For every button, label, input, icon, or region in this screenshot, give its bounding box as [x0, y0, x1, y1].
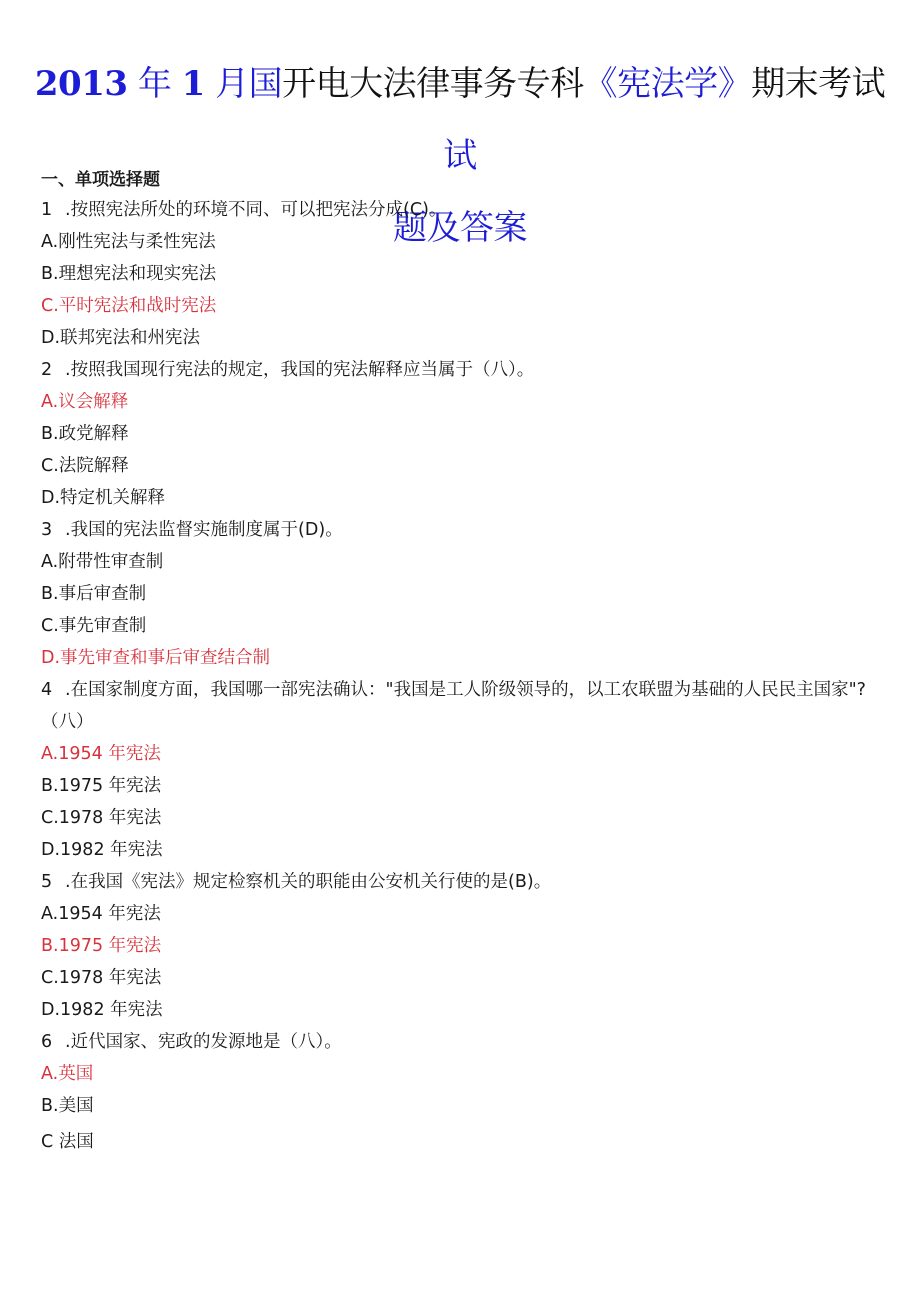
question-number: 1	[41, 200, 53, 220]
title-line-2: 题及答案	[393, 208, 527, 248]
answer-option: D.1982 年宪法	[41, 840, 163, 860]
question-list	[41, 194, 886, 1158]
question-text: .在我国《宪法》规定检察机关的职能由公安机关行使的是(B)。	[65, 872, 552, 892]
question-6	[41, 1026, 886, 1058]
answer-option: A.附带性审查制	[41, 552, 164, 572]
answer-option: D.联邦宪法和州宪法	[41, 328, 201, 348]
title-segment: 月国	[204, 64, 283, 104]
question-number: 5	[41, 872, 53, 892]
title-segment: 试	[443, 136, 477, 176]
title-segment: 1	[181, 64, 205, 104]
question-text: .按照宪法所处的环境不同、可以把宪法分成(C)。	[65, 200, 447, 220]
question-text: .按照我国现行宪法的规定，我国的宪法解释应当属于（八）。	[65, 360, 535, 380]
title-segment: 2013	[34, 64, 128, 104]
question-3	[41, 514, 886, 546]
title-segment: 年	[127, 64, 182, 104]
question-number: 6	[41, 1032, 53, 1052]
answer-option: C.事先审查制	[41, 616, 147, 636]
section-heading: 一、单项选择题	[41, 170, 160, 190]
question-1	[41, 194, 886, 226]
title-segment: 期末考试	[751, 64, 886, 104]
answer-option: B.事后审查制	[41, 584, 147, 604]
question-4	[41, 674, 886, 738]
answer-option: A.刚性宪法与柔性宪法	[41, 232, 216, 252]
question-text: .近代国家、宪政的发源地是（八）。	[65, 1032, 342, 1052]
answer-option: D.1982 年宪法	[41, 1000, 163, 1020]
answer-option: B.理想宪法和现实宪法	[41, 264, 217, 284]
answer-option: C.1978 年宪法	[41, 968, 162, 988]
answer-option-correct: B.1975 年宪法	[41, 936, 162, 956]
question-number: 4	[41, 680, 53, 700]
answer-option-correct: A.议会解释	[41, 392, 129, 412]
answer-option: B.1975 年宪法	[41, 776, 162, 796]
answer-option-correct: A.英国	[41, 1064, 94, 1084]
answer-option-correct: D.事先审查和事后审查结合制	[41, 648, 271, 668]
title-segment: 开电大法律事务专科	[282, 64, 584, 104]
answer-option: D.特定机关解释	[41, 488, 166, 508]
question-text: .在国家制度方面，我国哪一部宪法确认："我国是工人阶级领导的，以工农联盟为基础的人民民主国家"?（八）	[41, 680, 866, 732]
answer-option-correct: C.平时宪法和战时宪法	[41, 296, 217, 316]
question-2	[41, 354, 886, 386]
question-number: 3	[41, 520, 53, 540]
answer-option: B.政党解释	[41, 424, 129, 444]
answer-option: B.美国	[41, 1096, 94, 1116]
question-5	[41, 866, 886, 898]
question-number: 2	[41, 360, 53, 380]
answer-option: C.1978 年宪法	[41, 808, 162, 828]
answer-option: A.1954 年宪法	[41, 904, 161, 924]
question-text: .我国的宪法监督实施制度属于(D)。	[65, 520, 343, 540]
title-segment: 《宪法学》	[583, 64, 752, 104]
answer-option: C 法国	[41, 1132, 94, 1152]
answer-option-correct: A.1954 年宪法	[41, 744, 161, 764]
answer-option: C.法院解释	[41, 456, 129, 476]
